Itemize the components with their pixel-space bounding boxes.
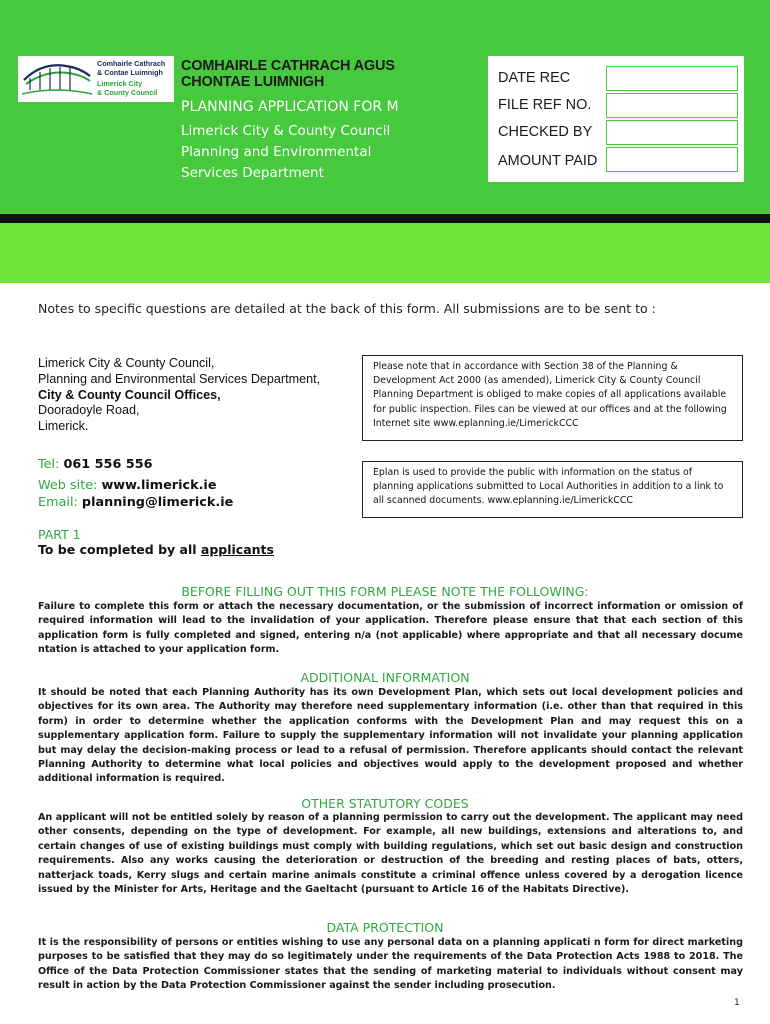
amount-paid-field[interactable] [606,147,738,172]
dept-line-1: Limerick City & County Council [181,123,391,139]
logo-line-1: Comhairle Cathrach [97,59,166,68]
file-ref-field[interactable] [606,93,738,118]
checked-by-label: CHECKED BY [498,124,593,140]
postal-address [38,356,320,435]
date-rec-label: DATE REC [498,70,571,86]
web-link[interactable]: www.limerick.ie [101,478,217,493]
file-ref-label: FILE REF NO. [498,97,592,113]
statutory-codes-text: An applicant will not be entitled solely by reason of a planning permission to carry out the development. The applicant may need other consents, depending on the type of development. For example, all new buildings, extensions and alterations to, and certain changes of use of existing buildings must comply with building regulations, which set out basic design and construction requirements. Also any works causing the deterioration or destruction of the breeding and resting places of bats, otters, natterjack toads, Kerry slugs and certain marine animals constitute a criminal offence unless covered by a derogation licence issued by the Minister for Arts, Heritage and the Gaeltacht (pursuant to Article 16 of the Habitats Directive). [38,812,743,896]
contact-website [38,478,217,493]
contact-email [38,495,233,510]
council-irish-name [181,58,395,90]
additional-info-text: It should be noted that each Planning Authority has its own Development Plan, which sets out local development policies and objectives for its own area. The Authority may therefore need supplementary information (i.e. other than that required in this form) in order to determine whether the application conforms with the Development Plan and may request this on a supplementary application form. Failure to supply the supplementary information will not invalidate your planning application but may delay the decision-making process or lead to a refusal of permission. Therefore applicants should contact the relevant Planning Authority to determine what local policies and objectives would apply to the development proposed and whether additional information is required. [38,687,743,785]
page-number: 1 [734,998,740,1008]
council-irish-line-2: CHONTAE LUIMNIGH [181,74,325,90]
statutory-codes-heading: OTHER STATUTORY CODES [301,796,469,811]
before-filling-heading: BEFORE FILLING OUT THIS FORM PLEASE NOTE THE FOLLOWING: [181,584,589,599]
before-filling-text: Failure to complete this form or attach the necessary documentation, or the submission of incorrect information or omission of required information will lead to the invalidation of your application. Therefore please ensure that that each section of this application form is fully completed and signed, entering n/a (not applicable) where appropriate and that all necessary docume ntation is attached to your application form. [38,601,743,656]
address-line-1: Limerick City & County Council, [38,356,215,370]
green-band [0,223,770,283]
logo-line-2: & Contae Luimnigh [97,67,163,77]
contact-telephone [38,457,153,472]
logo-text [97,60,165,97]
council-logo [18,56,174,102]
part-instruction-text: To be completed by all [38,542,197,557]
office-use-box [488,56,744,182]
logo-line-4: & County Council [97,87,158,97]
data-protection-heading: DATA PROTECTION [326,920,444,935]
tel-number: 061 556 556 [63,457,153,472]
part-label: PART 1 [38,527,81,542]
additional-info-heading: ADDITIONAL INFORMATION [300,670,470,685]
address-line-4: Dooradoyle Road, [38,403,140,418]
eplan-notice: Eplan is used to provide the public with information on the status of planning applications submitted to Local Authorities in addition to a link to all scanned documents. www.eplanning.ie/LimerickCCC [362,461,743,518]
address-line-5: Limerick. [38,419,89,434]
bridge-logo-icon [20,56,94,102]
dept-line-3: Services Department [181,165,324,181]
part-instruction-underlined: applicants [200,542,274,557]
checked-by-field[interactable] [606,120,738,145]
email-link[interactable]: planning@limerick.ie [81,495,234,510]
logo-line-3: Limerick City [97,79,143,89]
submission-notes: Notes to specific questions are detailed at the back of this form. All submissions are to be sent to : [38,301,656,316]
form-title: PLANNING APPLICATION FOR M [181,99,399,115]
header-divider [0,214,770,223]
address-line-3: City & County Council Offices, [38,387,221,402]
email-label: Email: [38,495,78,510]
part-instruction [38,542,274,557]
dept-line-2: Planning and Environmental [181,144,372,160]
web-label: Web site: [38,478,98,493]
council-irish-line-1: COMHAIRLE CATHRACH AGUS [181,58,395,74]
tel-label: Tel: [38,457,60,472]
public-inspection-notice: Please note that in accordance with Section 38 of the Planning & Development Act 2000 (as amended), Limerick City & County Council Planning Department is obliged to make copies of all applications available for public inspection. Files can be viewed at our offices and at the following Internet site www.eplanning.ie/LimerickCCC [362,355,743,441]
department-name [181,121,390,184]
date-rec-field[interactable] [606,66,738,91]
data-protection-text: It is the responsibility of persons or entities wishing to use any personal data on a planning applicati n form for direct marketing purposes to be satisfied that they may do so legitimately under the requirements of the Data Protection Acts 1988 to 2018. The Office of the Data Protection Commissioner states that the sending of marketing material to individuals without consent may result in action by the Data Protection Commissioner against the sender including prosecution. [38,937,743,992]
amount-paid-label: AMOUNT PAID [498,153,598,169]
address-line-2: Planning and Environmental Services Department, [38,371,321,386]
